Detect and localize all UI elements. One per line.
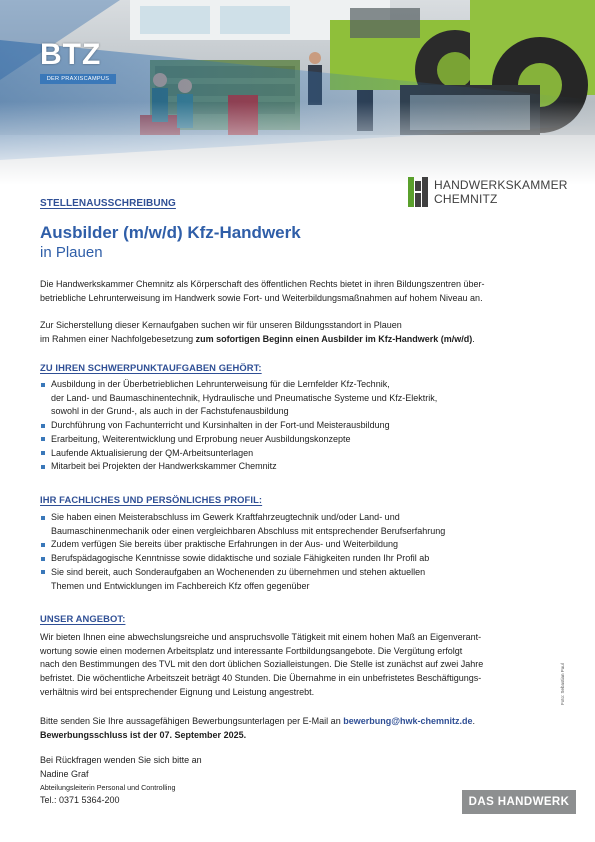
list-item-line: sowohl in der Grund-, als auch in der Fachstufenausbildung <box>51 406 289 417</box>
hwk-logo-line2: CHEMNITZ <box>434 192 498 206</box>
deadline <box>40 729 560 743</box>
intro-line: betriebliche Lehrunterweisung im Handwerk sowie Fort- und Weiterbildungsmaßnahmen auf hohem Niveau an. <box>40 292 483 303</box>
purpose-line <box>40 333 560 347</box>
intro-paragraph <box>40 278 560 305</box>
list-item-line: Sie sind bereit, auch Sonderaufgaben an Wochenenden zu übernehmen und stehen aktuellen <box>51 566 426 577</box>
deadline-text: Bewerbungsschluss ist der 07. September 2025. <box>40 729 247 740</box>
hwk-emblem-icon <box>408 177 428 207</box>
profile-list <box>40 511 560 593</box>
list-item-line: Themen und Entwicklungen im Fachbereich Kfz offen gegenüber <box>51 580 310 591</box>
list-item <box>40 419 560 433</box>
offer-paragraph <box>40 631 560 700</box>
posting-label: STELLENAUSSCHREIBUNG <box>40 198 176 209</box>
das-handwerk-logo: DAS HANDWERK <box>462 790 576 814</box>
btz-logo-word: BTZ <box>40 38 102 71</box>
header-photo <box>0 0 595 185</box>
list-item <box>40 511 560 538</box>
list-item <box>40 538 560 552</box>
list-item <box>40 433 560 447</box>
list-item-line: Erarbeitung, Weiterentwicklung und Erprobung neuer Ausbildungskonzepte <box>51 433 351 444</box>
list-item <box>40 552 560 566</box>
offer-line: Wir bieten Ihnen eine abwechslungsreiche und anspruchsvolle Tätigkeit mit einem hohen Maß an Eigenverant- <box>40 632 482 642</box>
list-item <box>40 378 560 419</box>
application-text: Bitte senden Sie Ihre aussagefähigen Bewerbungsunterlagen per E-Mail an <box>40 716 344 726</box>
list-item <box>40 460 560 474</box>
btz-logo <box>40 38 116 84</box>
tasks-list <box>40 378 560 474</box>
application-paragraph <box>40 715 560 742</box>
contact-intro: Bei Rückfragen wenden Sie sich bitte an <box>40 755 202 765</box>
handwerkskammer-logo <box>408 176 568 210</box>
list-item-line: der Land- und Baumaschinentechnik, Hydraulische und Pneumatische Systeme und Kfz-Elektrik, <box>51 392 438 403</box>
job-location: in Plauen <box>40 244 103 261</box>
offer-line: verhältnis wird bei entsprechender Eignung und Leistung angestrebt. <box>40 686 315 697</box>
list-item-line: Durchführung von Fachunterricht und Kursinhalten in der Fort-und Meisterausbildung <box>51 420 390 431</box>
contact-role: Abteilungsleiterin Personal und Controlling <box>40 783 176 792</box>
list-item-line: Berufspädagogische Kenntnisse sowie didaktische und soziale Fähigkeiten runden Ihr Profil ab <box>51 553 430 564</box>
offer-line: nach den Bestimmungen des TVL mit den dort üblichen Sozialleistungen. Die Stelle ist zunächst auf zwei Jahre <box>40 659 484 670</box>
list-item-line: Ausbildung in der Überbetrieblichen Lehrunterweisung für die Lernfelder Kfz-Technik, <box>51 379 390 389</box>
list-item <box>40 447 560 461</box>
list-item-line: Sie haben einen Meisterabschluss im Gewerk Kraftfahrzeugtechnik und/oder Land- und <box>51 512 400 522</box>
offer-line: wortung sowie einen modernen Arbeitsplatz und interessante Fortbildungsangebote. Die Vergütung erfolgt <box>40 645 463 656</box>
list-item-line: Mitarbeit bei Projekten der Handwerkskammer Chemnitz <box>51 461 277 472</box>
purpose-paragraph <box>40 319 560 346</box>
photo-credit: Foto: Sebastian Paul <box>560 663 565 705</box>
contact-phone: Tel.: 0371 5364-200 <box>40 795 120 805</box>
offer-line: befristet. Die wöchentliche Arbeitszeit beträgt 40 Stunden. Die Übernahme in ein unbefristetes Beschäftigungs- <box>40 673 482 684</box>
list-item <box>40 566 560 593</box>
intro-line: Die Handwerkskammer Chemnitz als Körperschaft des öffentlichen Rechts bietet in ihren Bildungszentren über- <box>40 279 485 289</box>
application-email-link[interactable]: bewerbung@hwk-chemnitz.de <box>343 716 473 726</box>
application-line <box>40 715 560 729</box>
list-item-line: Baumaschinenmechanik oder einen vergleichbaren Abschluss mit entsprechender Berufserfahrung <box>51 525 446 536</box>
contact-block <box>40 754 560 781</box>
job-title: Ausbilder (m/w/d) Kfz-Handwerk <box>40 223 301 242</box>
hwk-logo-line1: HANDWERKSKAMMER <box>434 178 568 192</box>
tasks-heading: ZU IHREN SCHWERPUNKTAUFGABEN GEHÖRT: <box>40 362 262 373</box>
offer-heading: UNSER ANGEBOT: <box>40 613 126 624</box>
btz-logo-tagline: DER PRAXISCAMPUS <box>40 74 116 84</box>
purpose-text: im Rahmen einer Nachfolgebesetzung <box>40 333 196 344</box>
profile-heading: IHR FACHLICHES UND PERSÖNLICHES PROFIL: <box>40 494 263 505</box>
list-item-line: Laufende Aktualisierung der QM-Arbeitsunterlagen <box>51 447 254 458</box>
list-item-line: Zudem verfügen Sie bereits über praktische Erfahrungen in der Aus- und Weiterbildung <box>51 539 399 550</box>
contact-name: Nadine Graf <box>40 768 89 779</box>
application-end: . <box>472 716 476 726</box>
purpose-line: Zur Sicherstellung dieser Kernaufgaben suchen wir für unseren Bildungsstandort in Plauen <box>40 320 402 330</box>
purpose-emphasis: zum sofortigen Beginn einen Ausbilder im Kfz-Handwerk (m/w/d) <box>195 333 473 344</box>
hwk-logo-text <box>434 178 568 206</box>
workshop-photo <box>0 0 595 185</box>
purpose-end: . <box>472 333 475 344</box>
